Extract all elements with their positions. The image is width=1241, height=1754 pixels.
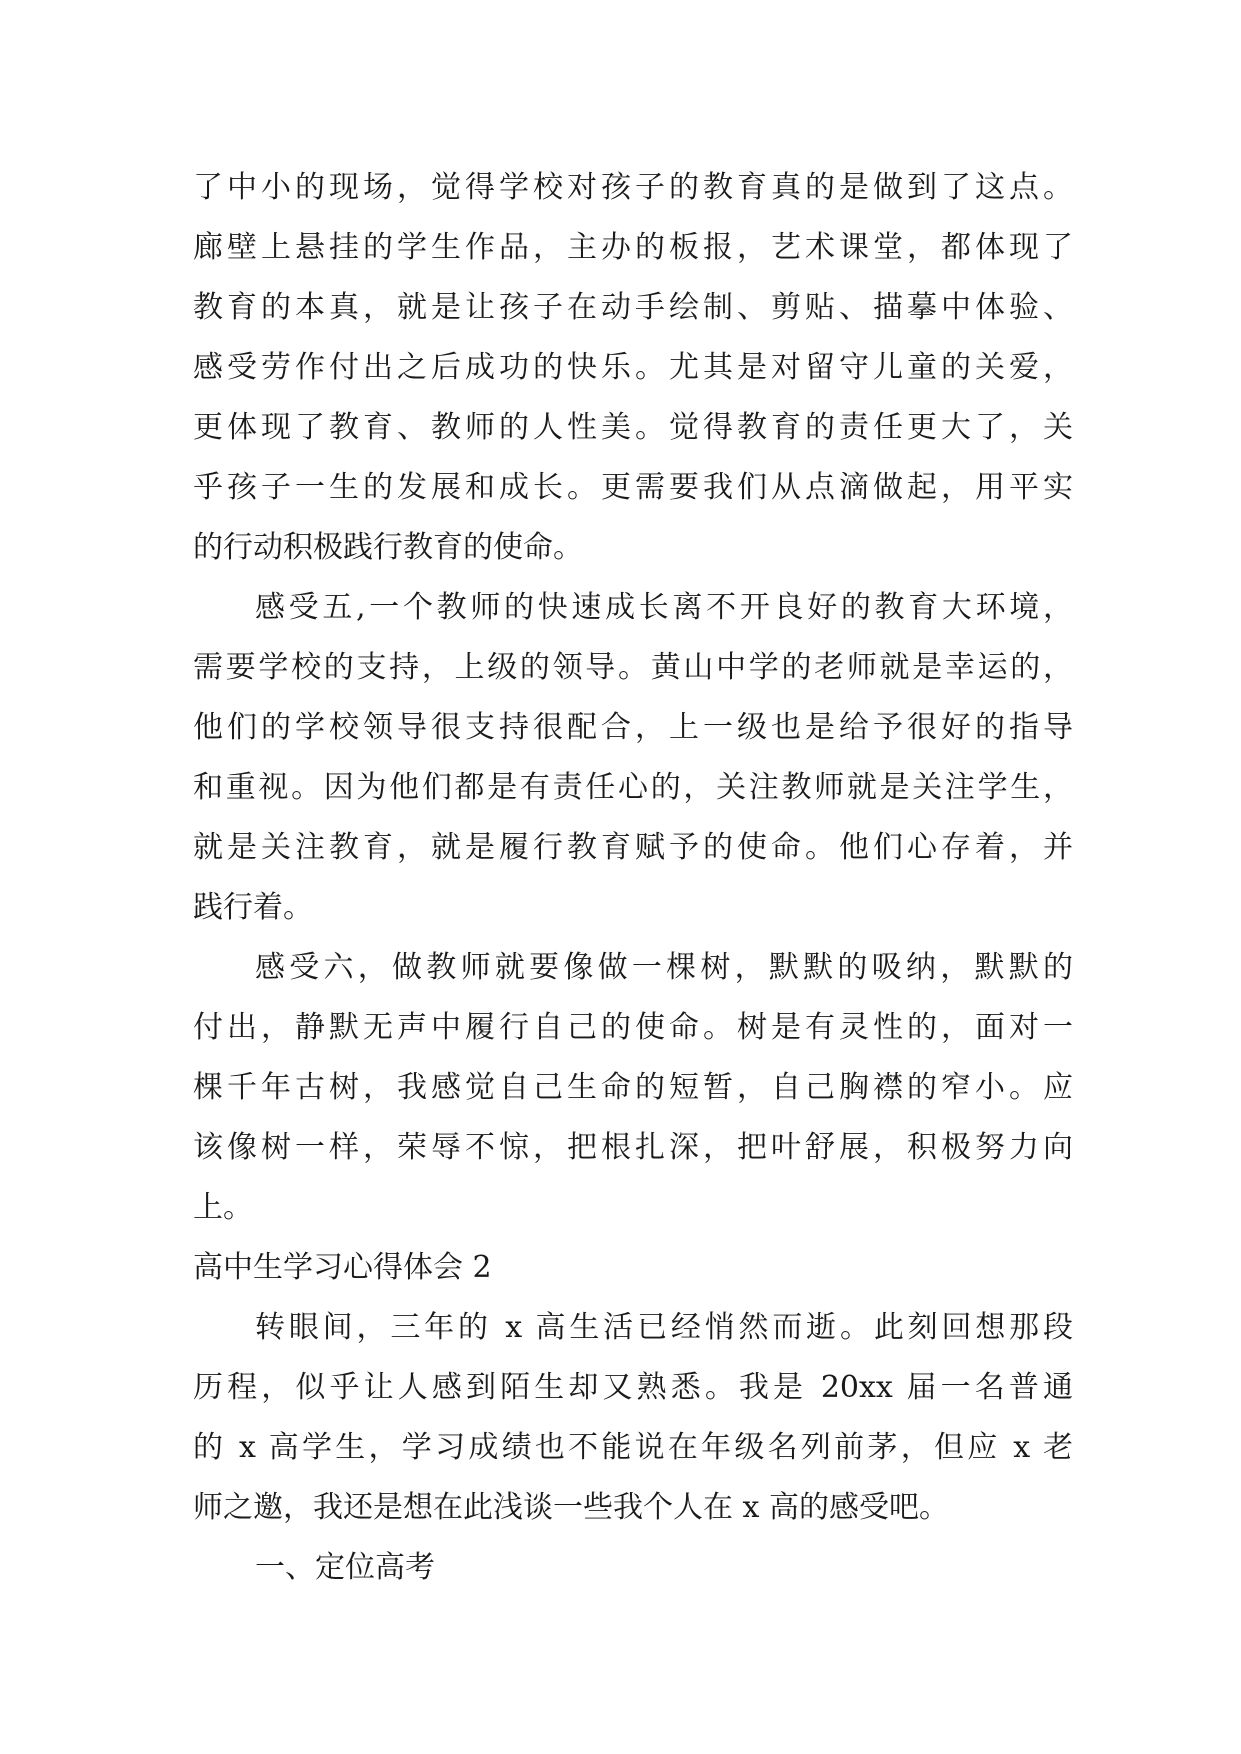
text-line: 该像树一样，荣辱不惊，把根扎深，把叶舒展，积极努力向 (193, 1130, 1073, 1165)
text-line: 感受五,一个教师的快速成长离不开良好的教育大环境， (255, 590, 1073, 625)
text-line: 廊壁上悬挂的学生作品，主办的板报，艺术课堂，都体现了 (193, 230, 1073, 265)
paragraph-feeling-five (193, 578, 1073, 938)
text-line: 践行着。 (193, 890, 313, 925)
document-body (193, 158, 1073, 1598)
text-line: 教育的本真，就是让孩子在动手绘制、剪贴、描摹中体验、 (193, 290, 1073, 325)
text-line: 他们的学校领导很支持很配合，上一级也是给予很好的指导 (193, 710, 1073, 745)
text-line: 师之邀，我还是想在此浅谈一些我个人在 x 高的感受吧。 (193, 1490, 949, 1525)
text-line: 历程，似乎让人感到陌生却又熟悉。我是 20xx 届一名普通 (193, 1370, 1073, 1405)
text-line: 感受劳作付出之后成功的快乐。尤其是对留守儿童的关爱， (193, 350, 1073, 385)
paragraph-intro (193, 1298, 1073, 1538)
text-line: 上。 (193, 1190, 253, 1225)
text-line: 需要学校的支持，上级的领导。黄山中学的老师就是幸运的， (193, 650, 1073, 685)
text-line: 的 x 高学生，学习成绩也不能说在年级名列前茅，但应 x 老 (193, 1430, 1073, 1465)
text-line: 的行动积极践行教育的使命。 (193, 530, 583, 565)
text-line: 棵千年古树，我感觉自己生命的短暂，自己胸襟的窄小。应 (193, 1070, 1073, 1105)
text-line: 转眼间，三年的 x 高生活已经悄然而逝。此刻回想那段 (255, 1310, 1073, 1345)
text-line: 和重视。因为他们都是有责任心的，关注教师就是关注学生， (193, 770, 1073, 805)
subheading: 一、定位高考 (255, 1550, 435, 1585)
text-line: 就是关注教育，就是履行教育赋予的使命。他们心存着，并 (193, 830, 1073, 865)
text-line: 乎孩子一生的发展和成长。更需要我们从点滴做起，用平实 (193, 470, 1073, 505)
paragraph-feeling-six (193, 938, 1073, 1238)
text-line: 感受六，做教师就要像做一棵树，默默的吸纳，默默的 (255, 950, 1073, 985)
text-line: 了中小的现场，觉得学校对孩子的教育真的是做到了这点。 (193, 170, 1073, 205)
section-title: 高中生学习心得体会 2 (193, 1250, 492, 1285)
paragraph-continued (193, 158, 1073, 578)
text-line: 付出，静默无声中履行自己的使命。树是有灵性的，面对一 (193, 1010, 1073, 1045)
text-line: 更体现了教育、教师的人性美。觉得教育的责任更大了，关 (193, 410, 1073, 445)
